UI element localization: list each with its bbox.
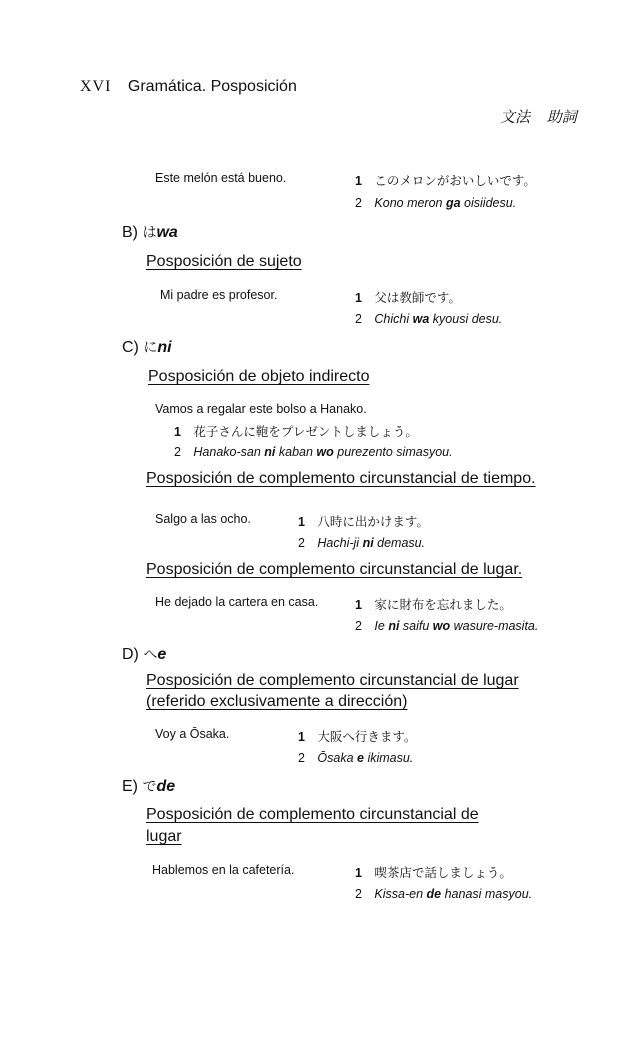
example-spanish: Hablemos en la cafetería. [152, 863, 295, 877]
example-romaji-line: 2 Ie ni saifu wo wasure-masita. [355, 619, 539, 633]
example-spanish: Mi padre es profesor. [160, 288, 278, 302]
section-e-label: E) でde [122, 778, 176, 795]
example-japanese: このメロンがおいしいです。 [374, 173, 536, 188]
example-japanese-line: 1 家に財布を忘れました。 [355, 597, 512, 612]
page-header [80, 78, 297, 96]
chapter-title: Gramática. Posposición [127, 78, 297, 95]
example-japanese-line: 1 花子さんに鞄をプレゼントしましょう。 [174, 424, 418, 439]
example-romaji-line: 2 Ōsaka e ikimasu. [298, 751, 414, 765]
example-spanish: He dejado la cartera en casa. [155, 595, 319, 609]
example-romaji-line [355, 194, 516, 212]
example-number: 1 [355, 174, 362, 188]
example-japanese-line: 1 喫茶店で話しましょう。 [355, 865, 512, 880]
heading-lugar-e-1: Posposición de complemento circunstancial de [146, 806, 479, 823]
heading-objeto-indirecto: Posposición de objeto indirecto [148, 368, 370, 385]
example-japanese-line: 1 大阪へ行きます。 [298, 729, 417, 744]
section-d-label: D) へe [122, 646, 167, 663]
example-spanish: Vamos a regalar este bolso a Hanako. [155, 402, 367, 416]
example-romaji-line: 2 Hanako-san ni kaban wo purezento simasyou. [174, 445, 453, 459]
heading-direccion-2: (referido exclusivamente a dirección) [146, 693, 408, 710]
section-b-label: B) はwa [122, 224, 178, 241]
example-number: 2 [355, 196, 362, 210]
example-spanish: Este melón está bueno. [155, 171, 287, 185]
example-romaji-line: 2 Hachi-ji ni demasu. [298, 536, 426, 550]
example-romaji-line: 2 Kissa-en de hanasi masyou. [355, 887, 533, 901]
example-spanish: Salgo a las ocho. [155, 512, 251, 526]
example-japanese-line: 1 父は教師です。 [355, 290, 461, 305]
heading-sujeto: Posposición de sujeto [146, 253, 302, 270]
heading-lugar: Posposición de complemento circunstancial de lugar. [146, 561, 523, 578]
example-spanish: Voy a Ōsaka. [155, 727, 230, 741]
example-japanese-line: 1 八時に出かけます。 [298, 514, 429, 529]
heading-lugar-e-2: lugar [146, 828, 182, 845]
chapter-number: XVI [80, 78, 112, 95]
heading-direccion-1: Posposición de complemento circunstancial de lugar [146, 672, 519, 689]
example-romaji: Kono meron ga oisiidesu. [374, 196, 517, 210]
section-c-label: C) にni [122, 339, 172, 356]
japanese-title: 文法 助詞 [500, 108, 577, 126]
heading-tiempo: Posposición de complemento circunstancial de tiempo. [146, 470, 536, 487]
example-romaji-line: 2 Chichi wa kyousi desu. [355, 312, 503, 326]
example-japanese-line [355, 171, 536, 190]
